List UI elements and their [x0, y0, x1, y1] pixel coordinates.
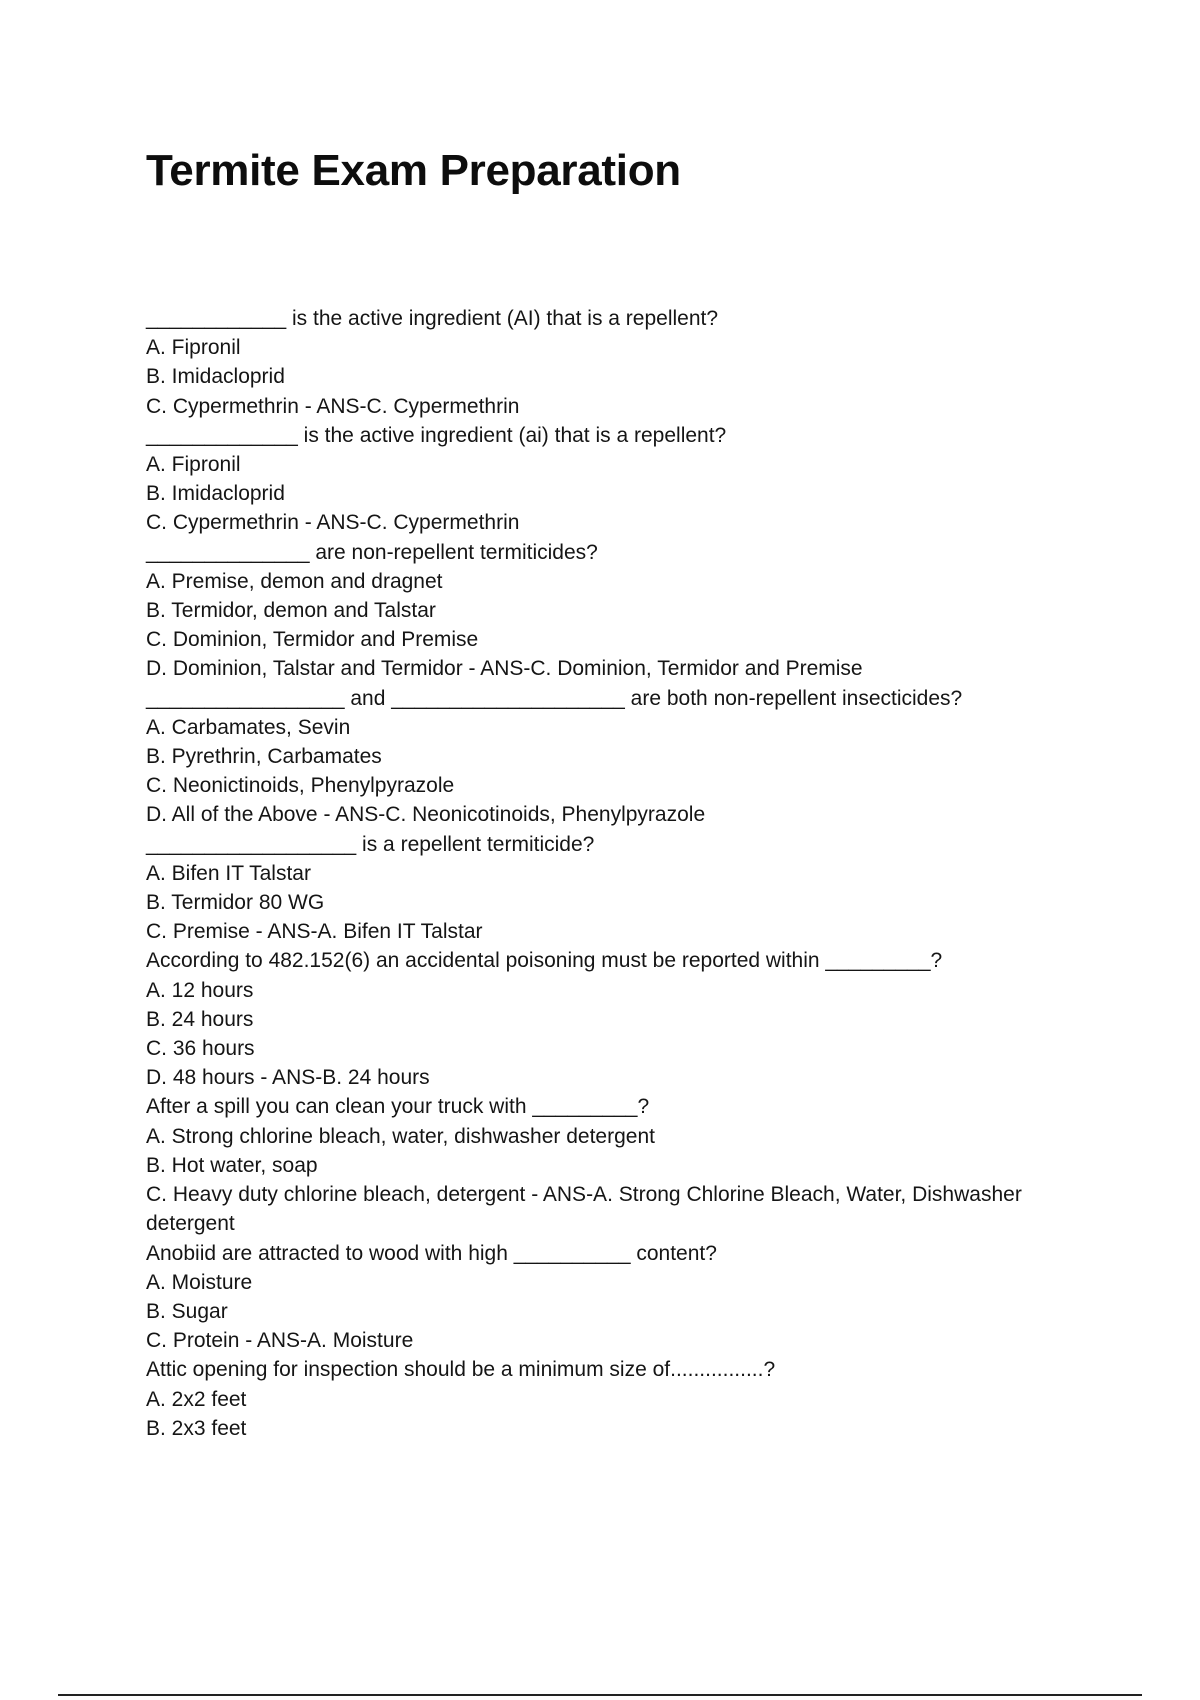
answer-option: A. 12 hours	[146, 978, 254, 1002]
answer-option: C. Neonictinoids, Phenylpyrazole	[146, 774, 455, 798]
answer-option: B. Imidacloprid	[146, 365, 285, 389]
question-text: ____________ is the active ingredient (AI) that is a repellent?	[146, 307, 719, 330]
question-text: _________________ and ____________________ are both non-repellent insecticides?	[146, 686, 963, 710]
footer-divider	[58, 1694, 1142, 1696]
answer-key-continuation: detergent	[146, 1212, 235, 1236]
answer-option-with-key: C. Cypermethrin - ANS-C. Cypermethrin	[146, 394, 520, 418]
answer-option: B. Termidor, demon and Talstar	[146, 599, 436, 623]
question-list	[146, 304, 1086, 1443]
answer-option: A. Bifen IT Talstar	[146, 861, 311, 885]
question-text: ______________ are non-repellent termiticides?	[146, 540, 598, 564]
answer-option: A. Fipronil	[146, 336, 241, 360]
answer-option: B. Sugar	[146, 1299, 228, 1323]
answer-option: B. Pyrethrin, Carbamates	[146, 745, 382, 769]
answer-option-with-key: D. All of the Above - ANS-C. Neonicotinoids, Phenylpyrazole	[146, 803, 706, 827]
answer-option-with-key: C. Protein - ANS-A. Moisture	[146, 1329, 414, 1353]
answer-option: B. 2x3 feet	[146, 1416, 247, 1440]
answer-option: B. 24 hours	[146, 1007, 254, 1031]
answer-option-with-key: C. Cypermethrin - ANS-C. Cypermethrin	[146, 511, 520, 535]
question-text: According to 482.152(6) an accidental poisoning must be reported within _________?	[146, 949, 943, 973]
answer-option: B. Hot water, soap	[146, 1153, 318, 1177]
question-text: __________________ is a repellent termiticide?	[146, 832, 595, 856]
question-text: After a spill you can clean your truck with _________?	[146, 1095, 650, 1119]
answer-option: A. Premise, demon and dragnet	[146, 569, 443, 593]
answer-option-with-key: D. Dominion, Talstar and Termidor - ANS-C. Dominion, Termidor and Premise	[146, 657, 863, 681]
answer-option: C. 36 hours	[146, 1037, 255, 1061]
answer-option-with-key: C. Heavy duty chlorine bleach, detergent - ANS-A. Strong Chlorine Bleach, Water, Dishwasher	[146, 1183, 1022, 1207]
answer-option: B. Termidor 80 WG	[146, 891, 325, 915]
answer-option: A. Moisture	[146, 1270, 253, 1294]
question-text: Attic opening for inspection should be a minimum size of................?	[146, 1358, 776, 1382]
question-text: _____________ is the active ingredient (ai) that is a repellent?	[146, 423, 727, 447]
answer-option: B. Imidacloprid	[146, 482, 285, 506]
answer-option: A. Carbamates, Sevin	[146, 715, 351, 739]
question-text: Anobiid are attracted to wood with high __________ content?	[146, 1241, 717, 1265]
answer-option: A. Fipronil	[146, 453, 241, 477]
answer-option-with-key: D. 48 hours - ANS-B. 24 hours	[146, 1066, 430, 1090]
page-title: Termite Exam Preparation	[146, 146, 681, 195]
answer-option: A. Strong chlorine bleach, water, dishwasher detergent	[146, 1124, 655, 1148]
answer-option: C. Dominion, Termidor and Premise	[146, 628, 479, 652]
answer-option-with-key: C. Premise - ANS-A. Bifen IT Talstar	[146, 920, 483, 944]
answer-option: A. 2x2 feet	[146, 1387, 247, 1411]
